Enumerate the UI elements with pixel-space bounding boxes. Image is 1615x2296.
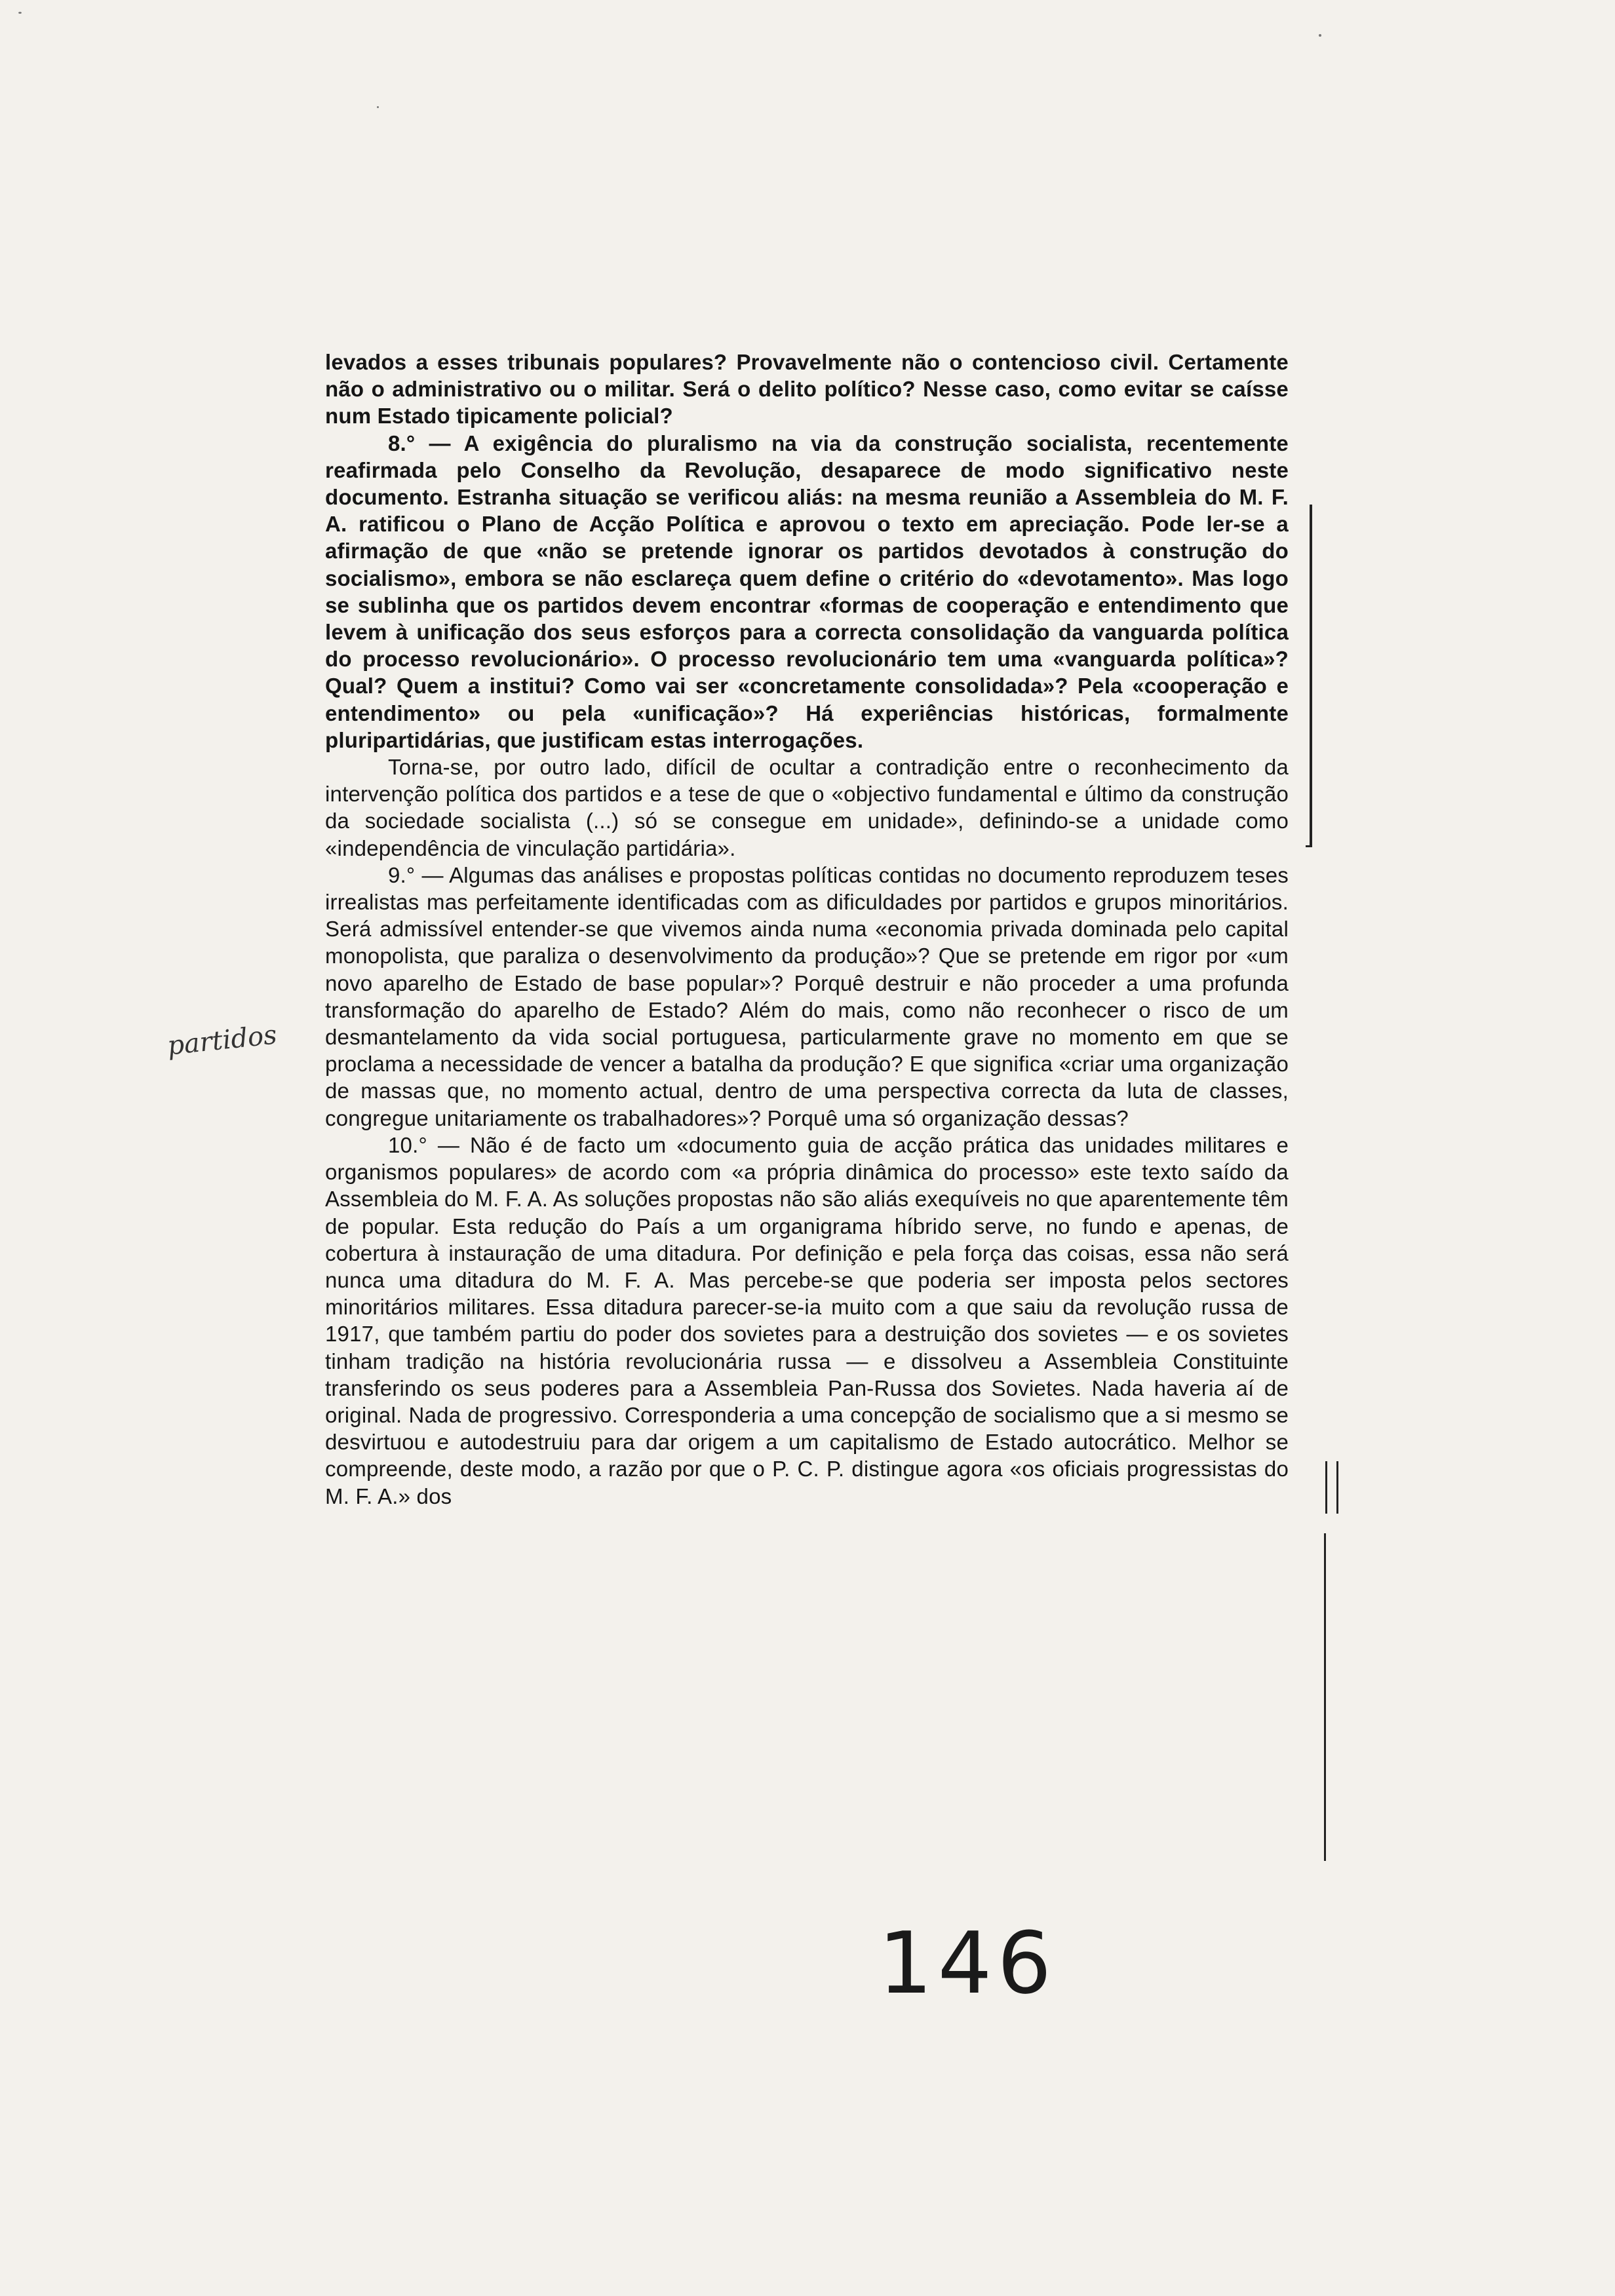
margin-double-bar [1325,1461,1338,1514]
handwritten-page-number: 146 [878,1913,1057,2013]
margin-bracket-paragraph-8 [1306,505,1312,847]
body-text [325,349,1289,1510]
scan-speck [18,12,22,14]
paragraph-10: 10.° — Não é de facto um «documento guia de acção prática das unidades militares e organismos populares» de acordo com «a própria dinâmica do processo» este texto saído da Assembleia do M. F. A. As soluções propostas não são aliás exequíveis no que aparentemente têm de popular. Esta redução do País a um organigrama híbrido serve, no fundo e apenas, de cobertura à instauração de uma ditadura. Por definição e pela força das coisas, essa não será nunca uma ditadura do M. F. A. Mas percebe-se que poderia ser imposta pelos sectores minoritários militares. Essa ditadura parecer-se-ia muito com a que saiu da revolução russa de 1917, que também partiu do poder dos sovietes para a destruição dos sovietes — e os sovietes tinham tradição na história revolucionária russa — e dissolveu a Assembleia Constituinte transferindo os seus poderes para a Assembleia Pan-Russa dos Sovietes. Nada haveria aí de original. Nada de progressivo. Corresponderia a uma concepção de socialismo que a si mesmo se desvirtuou e autodestruiu para dar origem a um capitalismo de Estado autocrático. Melhor se compreende, deste modo, a razão por que o P. C. P. distingue agora «os oficiais progressistas do M. F. A.» dos [325,1132,1289,1508]
scan-speck [1319,34,1321,37]
paragraph-contradiction: Torna-se, por outro lado, difícil de ocultar a contradição entre o reconhecimento da intervenção política dos partidos e a tese de que o «objectivo fundamental e último da construção da sociedade socialista (...) só se consegue em unidade», definindo-se a unidade como «independência de vinculação partidária». [325,755,1289,860]
handwritten-margin-note: partidos [166,1020,279,1062]
scan-speck [377,106,379,108]
paragraph-intro: levados a esses tribunais populares? Provavelmente não o contencioso civil. Certamente não o administrativo ou o militar. Será o delito político? Nesse caso, como evitar se caísse num Estado tipicamente policial? [325,350,1289,429]
paragraph-9: 9.° — Algumas das análises e propostas políticas contidas no documento reproduzem teses irrealistas mas perfeitamente identificadas com as dificuldades por partidos e grupos minoritários. Será admissível entender-se que vivemos ainda numa «economia privada dominada pelo capital monopolista, que paraliza o desenvolvimento da produção»? Que se pretende em rigor por «um novo aparelho de Estado de base popular»? Porquê destruir e não proceder a uma profunda transformação do aparelho de Estado? Além do mais, como não reconhecer o risco de um desmantelamento da vida social portuguesa, particularmente grave no momento em que se proclama a necessidade de vencer a batalha da produção? E que significa «criar uma organização de massas que, no momento actual, dentro de uma perspectiva correcta da luta de classes, congregue unitariamente os trabalhadores»? Porquê uma só organização dessas? [325,862,1289,1130]
paragraph-8: 8.° — A exigência do pluralismo na via da construção socialista, recentemente reafirmada pelo Conselho da Revolução, desaparece de modo significativo neste documento. Estranha situação se verificou aliás: na mesma reunião a Assembleia do M. F. A. ratificou o Plano de Acção Política e aprovou o texto em apreciação. Pode ler-se a afirmação de que «não se pretende ignorar os partidos devotados à construção do socialismo», embora se não esclareça quem define o critério do «devotamento». Mas logo se sublinha que os partidos devem encontrar «formas de cooperação e entendimento que levem à unificação dos seus esforços para a correcta consolidação da vanguarda política do processo revolucionário». O processo revolucionário tem uma «vanguarda política»? Qual? Quem a institui? Como vai ser «concretamente consolidada»? Pela «cooperação e entendimento» ou pela «unificação»? Há experiências históricas, formalmente pluripartidárias, que justificam estas interrogações. [325,430,1289,752]
margin-bracket-paragraph-10 [1324,1533,1330,1861]
